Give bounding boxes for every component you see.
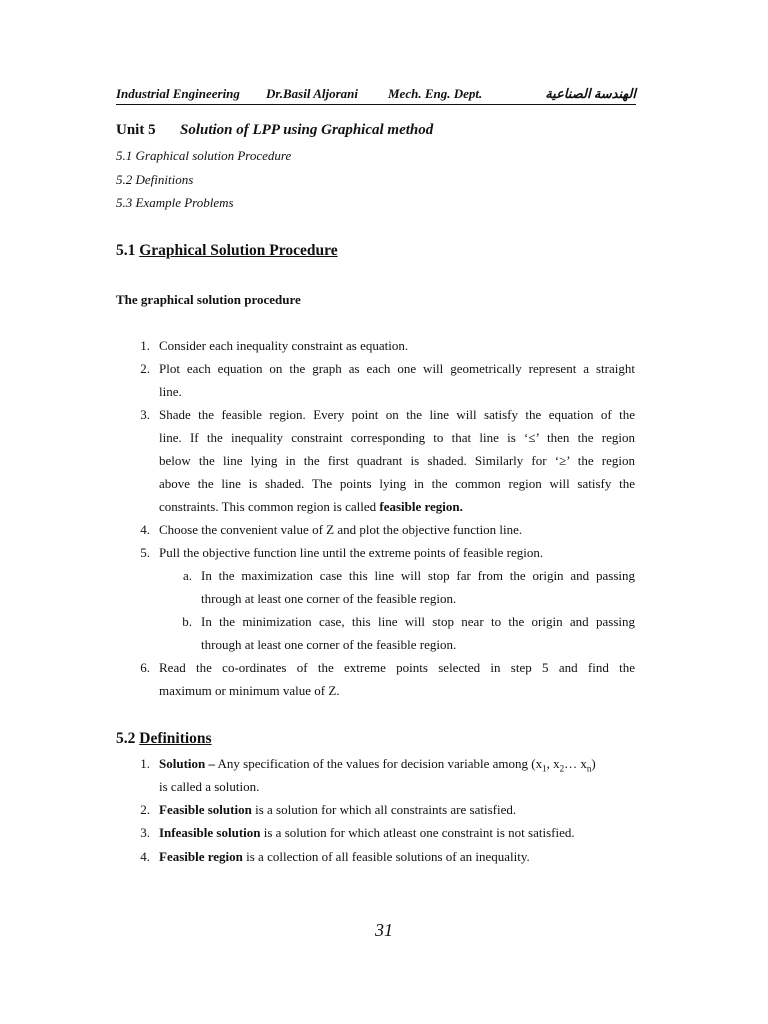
text-run: ) bbox=[591, 756, 596, 771]
section-number: 5.2 bbox=[116, 730, 136, 747]
header-arabic-title: الهندسة الصناعية bbox=[545, 86, 636, 101]
sublist-item: In the maximization case this line will stop far from the origin and passing bbox=[201, 568, 635, 583]
list-item: Read the co-ordinates of the extreme points selected in step 5 and find the bbox=[159, 660, 635, 675]
header-department: Mech. Eng. Dept. bbox=[388, 86, 483, 101]
sublist-item-continuation: through at least one corner of the feasible region. bbox=[201, 637, 457, 652]
list-item: Choose the convenient value of Z and plot the objective function line. bbox=[159, 522, 523, 537]
list-number: 2. bbox=[140, 361, 150, 376]
definition-term: Feasible solution bbox=[159, 802, 252, 817]
bold-term: feasible region. bbox=[379, 499, 463, 514]
section-number: 5.1 bbox=[116, 242, 136, 259]
text-run: is a collection of all feasible solutions of an inequality. bbox=[242, 849, 530, 864]
list-item-continuation: maximum or minimum value of Z. bbox=[159, 683, 340, 698]
definition-term: Infeasible solution bbox=[159, 825, 261, 840]
sublist-letter: a. bbox=[182, 568, 192, 583]
section-heading-5-2 bbox=[116, 730, 212, 748]
list-item: Pull the objective function line until the extreme points of feasible region. bbox=[159, 545, 544, 560]
definition-term: Solution – bbox=[159, 756, 215, 771]
text-run: is a solution for which all constraints are satisfied. bbox=[251, 802, 517, 817]
definition-item bbox=[159, 802, 516, 818]
list-number: 4. bbox=[140, 849, 150, 864]
text-run: constraints. This common region is called bbox=[159, 499, 380, 514]
subscript: 2 bbox=[559, 763, 565, 774]
definition-item bbox=[159, 756, 596, 777]
unit-title bbox=[116, 122, 433, 139]
section-heading-5-1 bbox=[116, 242, 338, 260]
subscript: 1 bbox=[542, 763, 547, 774]
list-item-continuation: above the line is shaded. The points lying in the common region will satisfy the bbox=[159, 476, 635, 491]
list-number: 3. bbox=[140, 825, 150, 840]
unit-name: Solution of LPP using Graphical method bbox=[180, 122, 434, 138]
running-header bbox=[116, 84, 636, 104]
list-number: 4. bbox=[140, 522, 150, 537]
list-number: 5. bbox=[140, 545, 150, 560]
sublist-letter: b. bbox=[182, 614, 192, 629]
header-rule bbox=[116, 104, 636, 105]
definition-item bbox=[159, 849, 530, 865]
list-item-continuation bbox=[159, 499, 463, 515]
list-item: Shade the feasible region. Every point on the line will satisfy the equation of the bbox=[159, 407, 635, 422]
toc-item: 5.1 Graphical solution Procedure bbox=[116, 148, 292, 163]
page-number: 31 bbox=[375, 920, 393, 940]
header-author: Dr.Basil Aljorani bbox=[266, 86, 358, 101]
list-item-continuation: below the line lying in the first quadrant is shaded. Similarly for ‘≥’ the region bbox=[159, 453, 635, 468]
sublist-item-continuation: through at least one corner of the feasible region. bbox=[201, 591, 457, 606]
definition-continuation: is called a solution. bbox=[159, 779, 260, 794]
unit-number: Unit 5 bbox=[116, 122, 156, 138]
section-title: Definitions bbox=[139, 730, 212, 747]
list-item: Plot each equation on the graph as each one will geometrically represent a straight bbox=[159, 361, 635, 376]
text-run: is a solution for which atleast one constraint is not satisfied. bbox=[260, 825, 575, 840]
list-number: 2. bbox=[140, 802, 150, 817]
list-number: 3. bbox=[140, 407, 150, 422]
list-number: 6. bbox=[140, 660, 150, 675]
subheading: The graphical solution procedure bbox=[116, 292, 301, 307]
definition-item bbox=[159, 825, 575, 841]
text-run: Any specification of the values for decision variable among (x bbox=[215, 756, 543, 771]
text-run: … x bbox=[564, 756, 587, 771]
header-course: Industrial Engineering bbox=[116, 86, 240, 101]
sublist-item: In the minimization case, this line will stop near to the origin and passing bbox=[201, 614, 635, 629]
text-run: , x bbox=[546, 756, 560, 771]
list-item: Consider each inequality constraint as equation. bbox=[159, 338, 409, 353]
subscript: n bbox=[586, 763, 592, 774]
section-title: Graphical Solution Procedure bbox=[139, 242, 338, 259]
definition-term: Feasible region bbox=[159, 849, 243, 864]
toc-item: 5.2 Definitions bbox=[116, 172, 194, 187]
list-number: 1. bbox=[140, 756, 150, 771]
list-number: 1. bbox=[140, 338, 150, 353]
toc-item: 5.3 Example Problems bbox=[116, 195, 234, 210]
list-item-continuation: line. If the inequality constraint corresponding to that line is ‘≤’ then the region bbox=[159, 430, 635, 445]
list-item-continuation: line. bbox=[159, 384, 182, 399]
